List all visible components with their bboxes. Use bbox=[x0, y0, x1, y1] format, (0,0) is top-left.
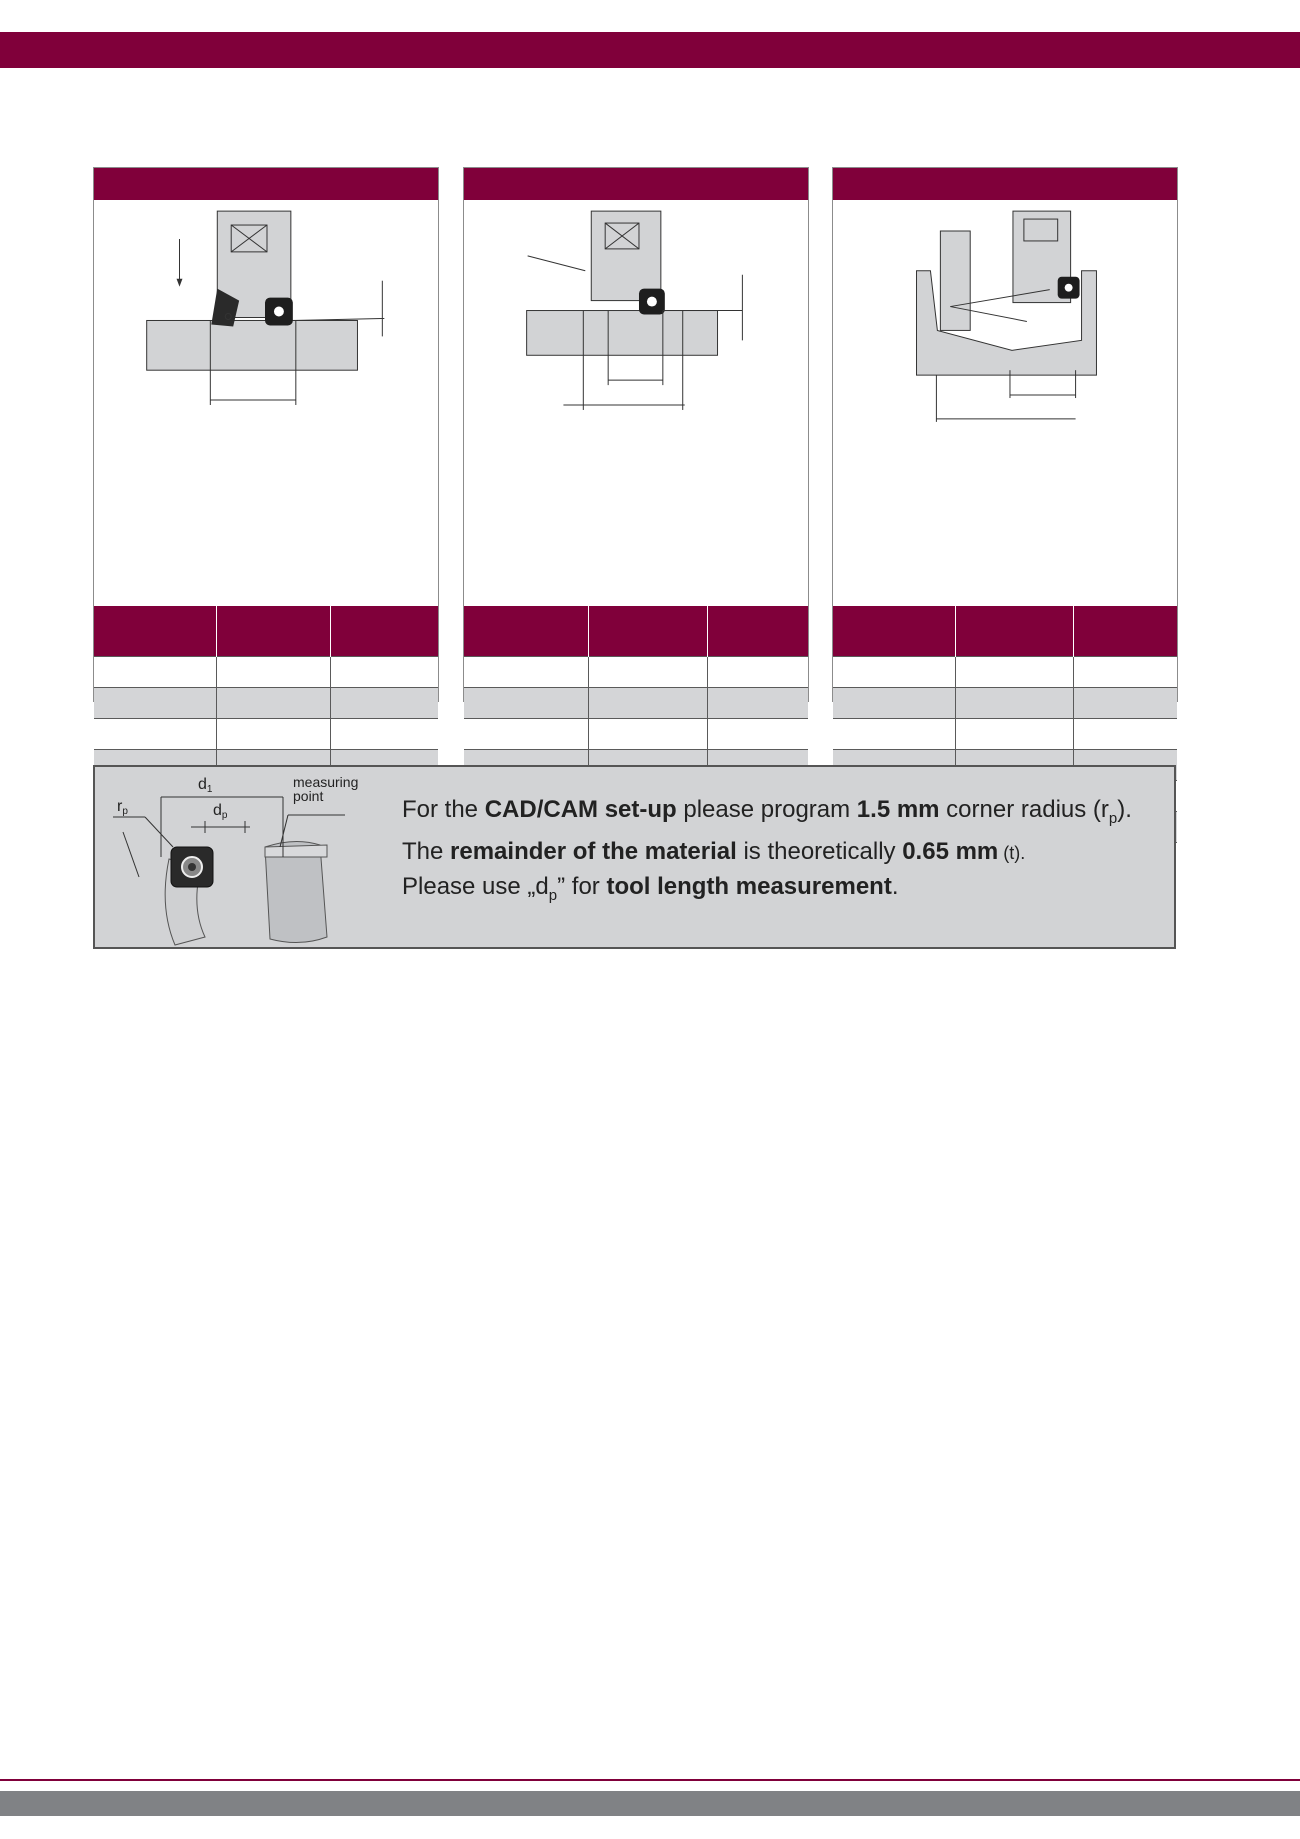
machining-panel-2 bbox=[463, 167, 809, 702]
instruction-line-2: The remainder of the material is theoretically 0.65 mm (t). bbox=[402, 837, 1026, 865]
footer-band bbox=[0, 1791, 1300, 1816]
panel-header bbox=[94, 168, 438, 200]
ramping-diagram bbox=[464, 200, 808, 606]
cadcam-info-box bbox=[93, 765, 1176, 949]
panel-header bbox=[833, 168, 1177, 200]
dp-label: d bbox=[213, 802, 222, 819]
measuring-point-label-2: point bbox=[293, 788, 324, 804]
header-band bbox=[0, 32, 1300, 68]
d1-label: d bbox=[198, 776, 207, 793]
rp-label: r bbox=[117, 798, 123, 815]
cadcam-instructions bbox=[402, 793, 1142, 912]
measuring-point-label-1: measuring bbox=[293, 774, 359, 790]
svg-text:rp: rp bbox=[117, 798, 128, 817]
cutter-diagram bbox=[95, 767, 385, 947]
machining-panel-3 bbox=[832, 167, 1178, 702]
machining-panel-1 bbox=[93, 167, 439, 702]
footer-rule bbox=[0, 1779, 1300, 1781]
svg-text:dp: dp bbox=[213, 802, 228, 821]
pocket-milling-diagram bbox=[833, 200, 1177, 606]
plunge-milling-diagram bbox=[94, 200, 438, 606]
panel-header bbox=[464, 168, 808, 200]
instruction-line-1: For the CAD/CAM set-up please program 1.5 mm corner radius $(r_p)$. bbox=[402, 796, 1132, 827]
svg-text:d1: d1 bbox=[198, 776, 213, 795]
instruction-line-3: Please use $„d_p$” for tool length measurement. bbox=[402, 872, 899, 904]
